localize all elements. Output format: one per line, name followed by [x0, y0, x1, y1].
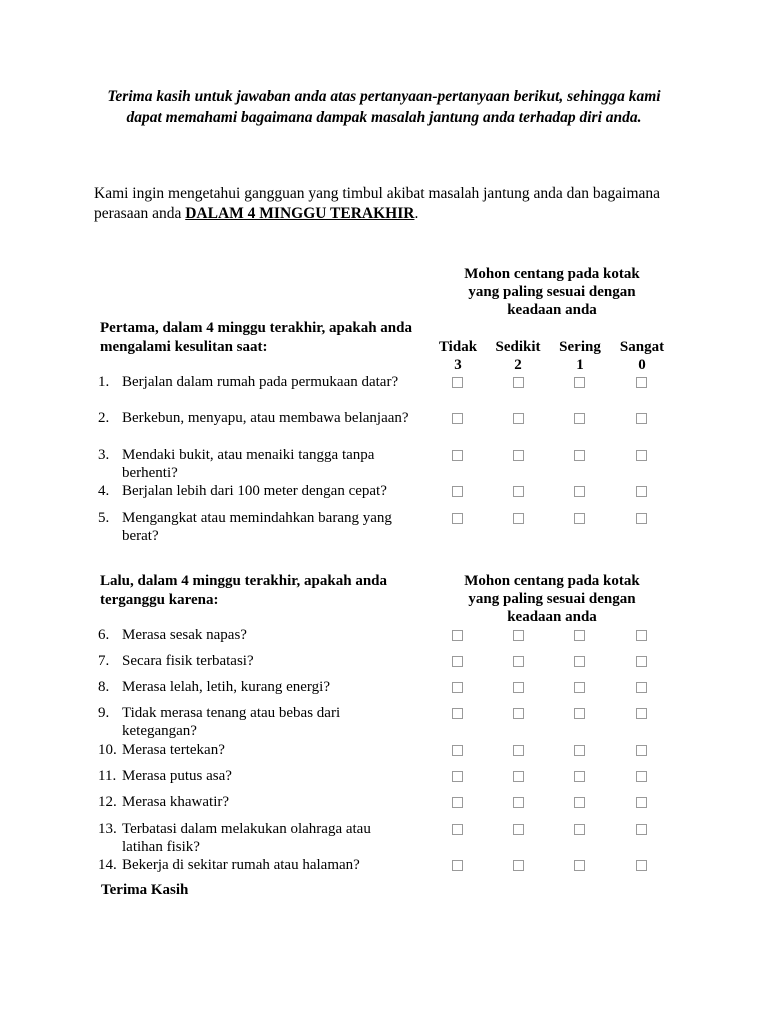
question-row [98, 626, 420, 644]
answer-checkbox-q2-opt1[interactable] [513, 413, 524, 424]
question-row [98, 509, 420, 545]
question-row [98, 793, 420, 811]
question-number: 6. [98, 627, 110, 643]
answer-checkbox-q13-opt0[interactable] [452, 824, 463, 835]
question-text: Merasa putus asa? [122, 768, 232, 784]
question-text: Berkebun, menyapu, atau membawa belanjaan? [122, 410, 409, 426]
paragraph-emphasis: DALAM 4 MINGGU TERAKHIR [185, 205, 415, 222]
question-row [98, 678, 420, 696]
question-number: 10. [98, 742, 117, 758]
answer-checkbox-q8-opt0[interactable] [452, 682, 463, 693]
answer-checkbox-q14-opt0[interactable] [452, 860, 463, 871]
answer-checkbox-q7-opt3[interactable] [636, 656, 647, 667]
answer-checkbox-q12-opt1[interactable] [513, 797, 524, 808]
answer-checkbox-q3-opt1[interactable] [513, 450, 524, 461]
question-text: Merasa khawatir? [122, 794, 230, 810]
answer-checkbox-q1-opt1[interactable] [513, 377, 524, 388]
answer-checkbox-q7-opt0[interactable] [452, 656, 463, 667]
answer-checkbox-q1-opt0[interactable] [452, 377, 463, 388]
question-text: Tidak merasa tenang atau bebas dari ketegangan? [122, 705, 341, 739]
question-row [98, 482, 420, 500]
option-header-sangat: Sangat 0 [619, 339, 665, 373]
instruction-paragraph [94, 184, 684, 224]
question-text: Secara fisik terbatasi? [122, 653, 254, 669]
question-text: Berjalan dalam rumah pada permukaan datar? [122, 374, 399, 390]
closing-text: Terima Kasih [101, 882, 189, 898]
answer-checkbox-q11-opt0[interactable] [452, 771, 463, 782]
answer-checkbox-q2-opt2[interactable] [574, 413, 585, 424]
answer-checkbox-q10-opt1[interactable] [513, 745, 524, 756]
question-number: 9. [98, 705, 110, 721]
answer-checkbox-q4-opt0[interactable] [452, 486, 463, 497]
answer-checkbox-q12-opt2[interactable] [574, 797, 585, 808]
answer-checkbox-q13-opt1[interactable] [513, 824, 524, 835]
column-instruction-1: Mohon centang pada kotak yang paling sesuai dengan keadaan anda [464, 266, 640, 318]
question-text: Berjalan lebih dari 100 meter dengan cepat? [122, 483, 387, 499]
question-number: 11. [98, 768, 117, 784]
option-header-tidak: Tidak 3 [438, 339, 478, 373]
answer-checkbox-q8-opt3[interactable] [636, 682, 647, 693]
question-row [98, 446, 420, 482]
question-number: 13. [98, 821, 117, 837]
answer-checkbox-q11-opt3[interactable] [636, 771, 647, 782]
question-number: 14. [98, 857, 117, 873]
answer-checkbox-q8-opt1[interactable] [513, 682, 524, 693]
answer-checkbox-q4-opt2[interactable] [574, 486, 585, 497]
question-row [98, 373, 420, 391]
question-text: Terbatasi dalam melakukan olahraga atau latihan fisik? [122, 821, 371, 855]
answer-checkbox-q10-opt2[interactable] [574, 745, 585, 756]
answer-checkbox-q14-opt3[interactable] [636, 860, 647, 871]
option-header-sedikit: Sedikit 2 [495, 339, 541, 373]
question-number: 3. [98, 447, 110, 463]
question-number: 1. [98, 374, 110, 390]
question-text: Mendaki bukit, atau menaiki tangga tanpa berhenti? [122, 447, 375, 481]
answer-checkbox-q3-opt3[interactable] [636, 450, 647, 461]
answer-checkbox-q2-opt0[interactable] [452, 413, 463, 424]
answer-checkbox-q5-opt2[interactable] [574, 513, 585, 524]
paragraph-end: . [414, 205, 419, 222]
question-number: 5. [98, 510, 110, 526]
answer-checkbox-q5-opt3[interactable] [636, 513, 647, 524]
question-row [98, 652, 420, 670]
answer-checkbox-q9-opt0[interactable] [452, 708, 463, 719]
answer-checkbox-q3-opt0[interactable] [452, 450, 463, 461]
answer-checkbox-q5-opt1[interactable] [513, 513, 524, 524]
answer-checkbox-q13-opt3[interactable] [636, 824, 647, 835]
answer-checkbox-q9-opt2[interactable] [574, 708, 585, 719]
question-text: Bekerja di sekitar rumah atau halaman? [122, 857, 360, 873]
answer-checkbox-q1-opt2[interactable] [574, 377, 585, 388]
answer-checkbox-q6-opt0[interactable] [452, 630, 463, 641]
answer-checkbox-q12-opt3[interactable] [636, 797, 647, 808]
section2-heading: Lalu, dalam 4 minggu terakhir, apakah anda terganggu karena: [100, 573, 388, 608]
answer-checkbox-q13-opt2[interactable] [574, 824, 585, 835]
question-number: 8. [98, 679, 110, 695]
answer-checkbox-q11-opt1[interactable] [513, 771, 524, 782]
question-row [98, 820, 420, 856]
answer-checkbox-q4-opt3[interactable] [636, 486, 647, 497]
answer-checkbox-q6-opt2[interactable] [574, 630, 585, 641]
answer-checkbox-q12-opt0[interactable] [452, 797, 463, 808]
question-row [98, 409, 420, 427]
answer-checkbox-q7-opt2[interactable] [574, 656, 585, 667]
answer-checkbox-q2-opt3[interactable] [636, 413, 647, 424]
question-text: Merasa lelah, letih, kurang energi? [122, 679, 330, 695]
answer-checkbox-q10-opt0[interactable] [452, 745, 463, 756]
intro-text: Terima kasih untuk jawaban anda atas pertanyaan-pertanyaan berikut, sehingga kami dapat memahami bagaimana dampak masalah jantung anda terhadap diri anda. [107, 88, 661, 126]
question-number: 7. [98, 653, 110, 669]
answer-checkbox-q9-opt3[interactable] [636, 708, 647, 719]
answer-checkbox-q1-opt3[interactable] [636, 377, 647, 388]
question-text: Merasa tertekan? [122, 742, 225, 758]
answer-checkbox-q10-opt3[interactable] [636, 745, 647, 756]
answer-checkbox-q14-opt2[interactable] [574, 860, 585, 871]
question-number: 4. [98, 483, 110, 499]
answer-checkbox-q4-opt1[interactable] [513, 486, 524, 497]
option-header-sering: Sering 1 [559, 339, 601, 373]
answer-checkbox-q3-opt2[interactable] [574, 450, 585, 461]
answer-checkbox-q6-opt3[interactable] [636, 630, 647, 641]
section1-heading: Pertama, dalam 4 minggu terakhir, apakah anda mengalami kesulitan saat: [100, 320, 412, 355]
answer-checkbox-q9-opt1[interactable] [513, 708, 524, 719]
answer-checkbox-q8-opt2[interactable] [574, 682, 585, 693]
column-instruction-2: Mohon centang pada kotak yang paling sesuai dengan keadaan anda [464, 573, 640, 625]
question-text: Mengangkat atau memindahkan barang yang berat? [122, 510, 392, 544]
answer-checkbox-q5-opt0[interactable] [452, 513, 463, 524]
question-number: 12. [98, 794, 117, 810]
answer-checkbox-q7-opt1[interactable] [513, 656, 524, 667]
question-text: Merasa sesak napas? [122, 627, 247, 643]
answer-checkbox-q11-opt2[interactable] [574, 771, 585, 782]
answer-checkbox-q14-opt1[interactable] [513, 860, 524, 871]
question-row [98, 856, 420, 874]
question-number: 2. [98, 410, 110, 426]
paragraph-text: Kami ingin mengetahui gangguan yang timbul akibat masalah jantung anda dan bagaimana perasaan anda [94, 185, 661, 222]
answer-checkbox-q6-opt1[interactable] [513, 630, 524, 641]
question-row [98, 741, 420, 759]
question-row [98, 767, 420, 785]
question-row [98, 704, 420, 740]
